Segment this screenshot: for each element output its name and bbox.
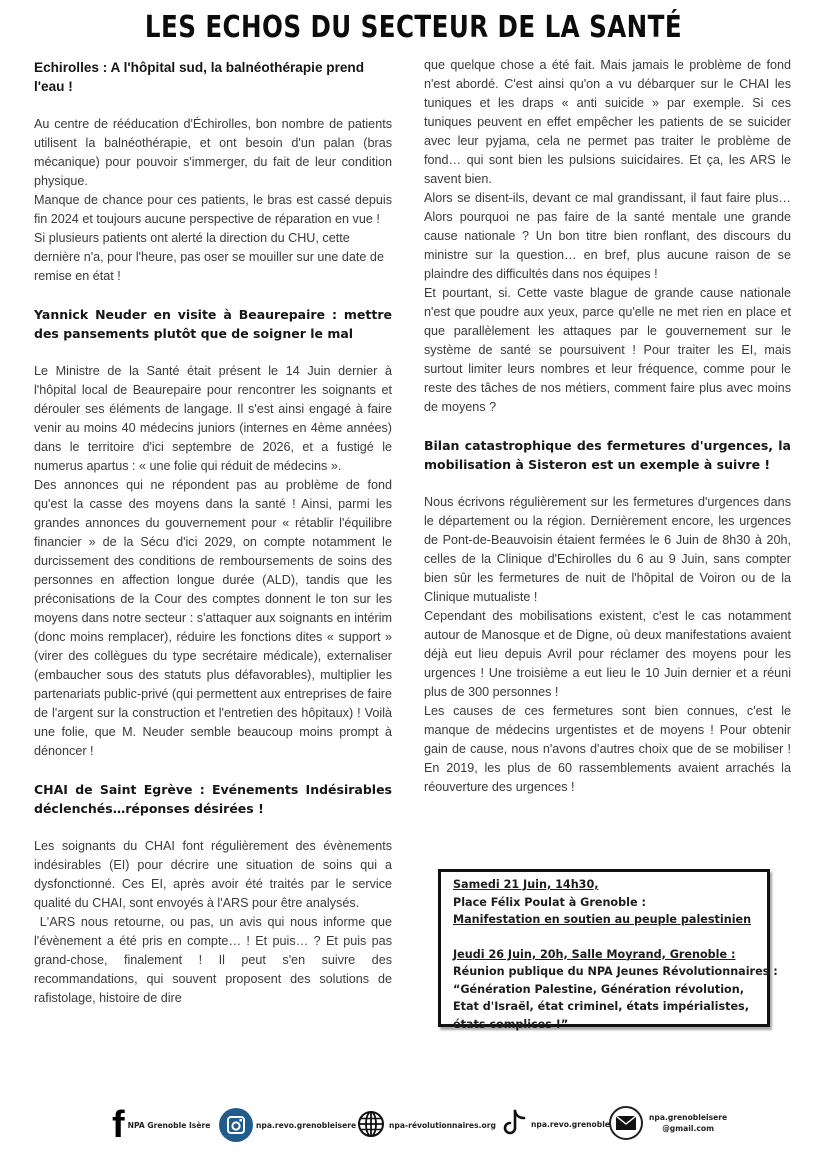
event-2-quote: états complices !” xyxy=(453,1017,569,1031)
envelope-icon xyxy=(609,1106,643,1140)
article-paragraph: Des annonces qui ne répondent pas au problème de fond qu'est la casse des moyens dans la santé ! Ainsi, parmi les grandes annonces du gouvernement pour « rétablir l'équilibre financier » de la Sécu d'ici 2029, on compte notamment le durcissement des conditions de remboursements de soins des personnes en affection longue durée (ALD), tandis que les préconisations de la Cour des comptes donnent le ton sur les moyens dans notre secteur : s'attaquer aux soignants en intérim (donc moins remplacer), réduire les fonctions dites « support » (virer des collègues du type secrétaire médicale), externaliser (embaucher sous des statuts plus défavorables), multiplier les partenariats public-privé (qui permettent aux entreprises de faire de l'argent sur la construction et l'entretien des hôpitaux) ! Voilà une folie, que M. Neuder semble beaucoup moins prompt à dénoncer ! xyxy=(34,478,392,758)
article-paragraph: Si plusieurs patients ont alerté la direction du CHU, cette dernière n'a, pour l'heure, pas oser se mouiller sur une date de remise en état ! xyxy=(34,231,384,283)
event-1-date: Samedi 21 Juin, 14h30, xyxy=(453,878,599,891)
article-paragraph: Alors se disent-ils, devant ce mal grandissant, il faut faire plus… Alors pourquoi ne pas faire de la santé mentale une grande cause nationale ? Un bon titre bien ronflant, des discours du ministre sur la question… en bref, plus aucune raison de se plaindre des difficultés dans nos équipes ! xyxy=(424,191,791,281)
event-2-title: Réunion publique du NPA Jeunes Révolutionnaires : xyxy=(453,965,778,978)
article-paragraph: Les causes de ces fermetures sont bien connues, c'est le manque de médecins urgentistes et de moyens ! Pour obtenir gain de cause, nous n'avons d'autres choix que de se mobiliser ! En 2019, les plus de 60 rassemblements avaient arrachés la réouverture des urgences ! xyxy=(424,704,791,794)
page-title: LES ECHOS DU SECTEUR DE LA SANTÉ xyxy=(144,10,683,45)
instagram-link[interactable] xyxy=(219,1108,356,1142)
article-paragraph: L'ARS nous retourne, ou pas, un avis qui nous informe que l'évènement a été pris en compte… ! Et puis… ? Et puis pas grand-chose, finalement ! Il peut s'en suivre des recommandations, qui souvent proposent des solutions de rafistolage, histoire de dire xyxy=(34,915,396,1005)
event-2-date: Jeudi 26 Juin, 20h, Salle Moyrand, Grenoble : xyxy=(453,947,736,961)
article-paragraph: que quelque chose a été fait. Mais jamais le problème de fond n'est abordé. C'est ainsi qu'on a vu débarquer sur le CHAI les tuniques et les draps « anti suicide » par exemple. Si ces tuniques peuvent en effet empêcher les patients de se suicider avec leur pyjama, cela ne permet pas traiter le problème de fond… qui sont bien les pulsions suicidaires. Et ça, les ARS le savent bien. xyxy=(424,58,791,186)
event-2-quote: Etat d'Israël, état criminel, états impérialistes, xyxy=(453,1000,749,1013)
article-paragraph: Au centre de rééducation d'Échirolles, bon nombre de patients utilisent la balnéothérapie, et ont besoin d'un palan (bras mécanique) pour pouvoir s'immerger, du fait de leur condition physique. xyxy=(34,117,392,188)
article-paragraph: Et pourtant, si. Cette vaste blague de grande cause nationale n'est que poudre aux yeux, parce qu'elle ne met rien en place et que parallèlement les attaques par le gouvernement sur le système de santé se poursuivent ! Pour traiter les EI, mais surtout limiter leurs nombres et leur fréquence, comme pour le reste des tâches de nos métiers, comment faire plus avec moins de moyens ? xyxy=(424,286,791,414)
article-beaurepaire xyxy=(34,305,392,761)
article-paragraph: Le Ministre de la Santé était présent le 14 Juin dernier à l'hôpital local de Beaurepaire pour rencontrer les soignants et dérouler ses éléments de langage. Il s'est ainsi engagé à faire venir au moins 40 médecins juniors (internes en 4ème années) dans le territoire d'ici septembre de 2026, et a fustigé le numerus apartus : « une folie qui réduit de médecins ». xyxy=(34,364,392,473)
article-heading: Echirolles : A l'hôpital sud, la balnéothérapie prend l'eau ! xyxy=(34,60,365,94)
globe-icon xyxy=(357,1110,385,1140)
website-link[interactable] xyxy=(357,1110,496,1140)
instagram-icon xyxy=(219,1108,253,1142)
social-footer xyxy=(0,1100,827,1155)
article-paragraph: Les soignants du CHAI font régulièrement des évènements indésirables (EI) pour décrire une situation de soins qui a dysfonctionné. Ces EI, après avoir été traités par le service qualité du CHAI, sont envoyés à l'ARS pour être analysés. xyxy=(34,839,392,910)
article-heading: CHAI de Saint Egrève : Evénements Indésirables déclenchés…réponses désirées ! xyxy=(34,782,392,816)
instagram-label: npa.revo.grenobleisere xyxy=(256,1120,357,1130)
article-paragraph: Manque de chance pour ces patients, le bras est cassé depuis fin 2024 et toujours aucune perspective de réparation en vue ! xyxy=(34,193,392,226)
article-chai xyxy=(34,780,396,1008)
events-box xyxy=(438,869,778,1031)
tiktok-link[interactable] xyxy=(502,1108,610,1140)
facebook-link[interactable] xyxy=(112,1106,210,1144)
article-chai-continued xyxy=(424,56,791,417)
article-heading: Bilan catastrophique des fermetures d'urgences, la mobilisation à Sisteron est un exemple à suivre ! xyxy=(424,438,791,472)
article-paragraph: Cependant des mobilisations existent, c'est le cas notamment autour de Manosque et de Digne, où deux manifestations avaient déjà eut lieu depuis Avril pour réclamer des moyens pour les urgences ! Une troisième a eut lieu le 10 Juin dernier et a réuni plus de 300 personnes ! xyxy=(424,609,791,699)
event-1-place: Place Félix Poulat à Grenoble : xyxy=(453,895,646,909)
tiktok-icon xyxy=(502,1108,528,1140)
website-label: npa-révolutionnaires.org xyxy=(389,1120,496,1130)
email-label: npa.grenobleisere @gmail.com xyxy=(649,1113,728,1133)
article-heading: Yannick Neuder en visite à Beaurepaire : mettre des pansements plutôt que de soigner le mal xyxy=(34,307,392,341)
facebook-icon: f xyxy=(112,1104,125,1146)
left-column xyxy=(34,58,396,1008)
tiktok-label: npa.revo.grenoble xyxy=(531,1119,610,1129)
right-column xyxy=(424,56,791,797)
article-urgences xyxy=(424,436,791,797)
event-1-title: Manifestation en soutien au peuple palestinien xyxy=(453,913,752,926)
event-2-quote: “Génération Palestine, Génération révolution, xyxy=(453,982,744,996)
article-echirolles xyxy=(34,58,392,286)
facebook-label: NPA Grenoble Isère xyxy=(127,1120,211,1130)
article-paragraph: Nous écrivons régulièrement sur les fermetures d'urgences dans le département ou la région. Dernièrement encore, les urgences de Pont-de-Beauvoisin étaient fermées le 6 Juin de 8h30 à 20h, celles de la Clinique d'Echirolles du 6 au 9 Juin, sans compter bien sûr les fermetures de nuit de l'hôpital de Voiron ou de la Clinique mutualiste ! xyxy=(424,495,791,604)
email-link[interactable] xyxy=(609,1106,727,1140)
